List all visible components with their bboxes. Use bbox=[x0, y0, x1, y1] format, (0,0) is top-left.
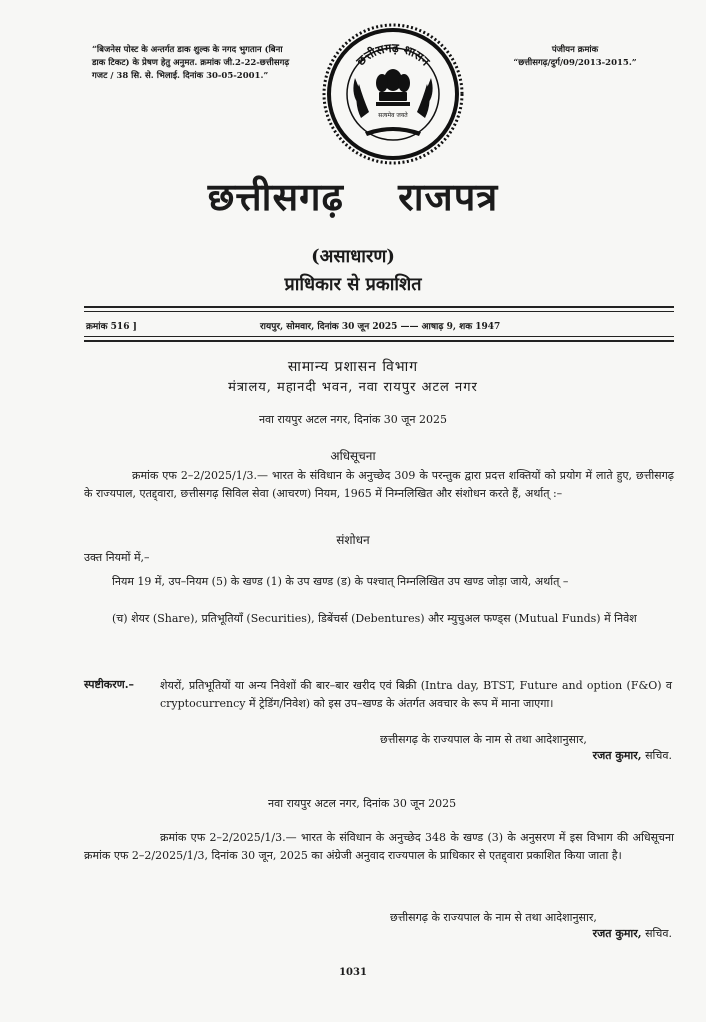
authority-label: प्राधिकार से प्रकाशित bbox=[284, 274, 422, 295]
place-date: नवा रायपुर अटल नगर, दिनांक 30 जून 2025 bbox=[258, 413, 448, 426]
seal-text: छत्तीसगढ़ शासन bbox=[353, 40, 433, 69]
issue-number: क्रमांक 516 ] bbox=[86, 322, 137, 332]
gazette-title: छत्तीसगढ़ राजपत्र bbox=[207, 174, 499, 219]
state-seal-emblem bbox=[321, 22, 465, 166]
explanation-label: स्पष्टीकरण.– bbox=[84, 678, 135, 691]
new-sub-clause: (च) शेयर (Share), प्रतिभूतियाँ (Securities), डिबेंचर्स (Debentures) और म्युचुअल फण्ड्स (Mutual Funds) में निवेश bbox=[112, 612, 637, 625]
place-date-2: नवा रायपुर अटल नगर, दिनांक 30 जून 2025 bbox=[268, 797, 457, 810]
issue-date-line: रायपुर, सोमवार, दिनांक 30 जून 2025 —— आषाढ़ 9, शक 1947 bbox=[260, 322, 501, 332]
registration-number: “छत्तीसगढ़/दुर्ग/09/2013-2015.” bbox=[513, 58, 637, 68]
registration-label: पंजीयन क्रमांक bbox=[551, 45, 599, 55]
signatory-block bbox=[480, 748, 672, 763]
bottom-double-rule-inner bbox=[84, 336, 674, 337]
explanation-text: शेयरों, प्रतिभूतियों या अन्य निवेशों की बार–बार खरीद एवं बिक्री (Intra day, BTST, Future and option (F&O) व cryptocurrency में ट्रेडिंग/निवेश) को इस उप–खण्ड के अंतर्गत अवचार के रूप में माना जाएगा। bbox=[160, 679, 672, 710]
department-name: सामान्य प्रशासन विभाग bbox=[287, 359, 419, 375]
seal-motto: सत्यमेव जयते bbox=[378, 112, 408, 119]
signatory-name: रजत कुमार, bbox=[592, 749, 642, 762]
amendment-heading: संशोधन bbox=[336, 533, 370, 547]
top-double-rule-inner bbox=[84, 311, 674, 312]
department-address: मंत्रालय, महानदी भवन, नवा रायपुर अटल नगर bbox=[228, 380, 478, 395]
translation-paragraph: क्रमांक एफ 2–2/2025/1/3.— भारत के संविधान के अनुच्छेद 348 के खण्ड (3) के अनुसरण में इस विभाग की अधिसूचना क्रमांक एफ 2–2/2025/1/3, दिनांक 30 जून, 2025 का अंग्रेजी अनुवाद राज्यपाल के प्राधिकार से एतद्द्वारा प्रकाशित किया जाता है। bbox=[84, 831, 674, 862]
top-double-rule-outer bbox=[84, 306, 674, 308]
signatory-block-2 bbox=[480, 926, 672, 941]
signatory-title-2: सचिव. bbox=[641, 927, 672, 940]
rule-change-text: नियम 19 में, उप–नियम (5) के खण्ड (1) के उप खण्ड (ड) के पश्चात् निम्नलिखित उप खण्ड जोड़ा जाये, अर्थात् – bbox=[112, 575, 569, 588]
signatory-title: सचिव. bbox=[641, 749, 672, 762]
rules-intro: उक्त नियमों में,– bbox=[84, 551, 150, 564]
bottom-double-rule-outer bbox=[84, 340, 674, 342]
signatory-name-2: रजत कुमार, bbox=[592, 927, 642, 940]
notification-heading: अधिसूचना bbox=[330, 449, 376, 463]
registration-block bbox=[470, 44, 680, 70]
extraordinary-label: (असाधारण) bbox=[311, 246, 395, 267]
signature-authority-line: छत्तीसगढ़ के राज्यपाल के नाम से तथा आदेशानुसार, bbox=[380, 733, 587, 746]
postal-permit-note: “बिजनेस पोस्ट के अन्तर्गत डाक शुल्क के नगद भुगतान (बिना डाक टिकट) के प्रेषण हेतु अनुमत. क्रमांक जी.2-22-छत्तीसगढ़ गजट / 38 सि. से. भिलाई. दिनांक 30-05-2001.” bbox=[92, 45, 290, 81]
svg-text:छत्तीसगढ़ शासन bbox=[353, 41, 434, 70]
page-number: 1031 bbox=[339, 967, 367, 978]
signature-authority-line-2: छत्तीसगढ़ के राज्यपाल के नाम से तथा आदेशानुसार, bbox=[390, 911, 597, 924]
notification-paragraph: क्रमांक एफ 2–2/2025/1/3.— भारत के संविधान के अनुच्छेद 309 के परन्तुक द्वारा प्रदत्त शक्तियों को प्रयोग में लाते हुए, छत्तीसगढ़ के राज्यपाल, एतद्द्वारा, छत्तीसगढ़ सिविल सेवा (आचरण) नियम, 1965 में निम्नलिखित और संशोधन करते हैं, अर्थात् :– bbox=[84, 469, 674, 500]
